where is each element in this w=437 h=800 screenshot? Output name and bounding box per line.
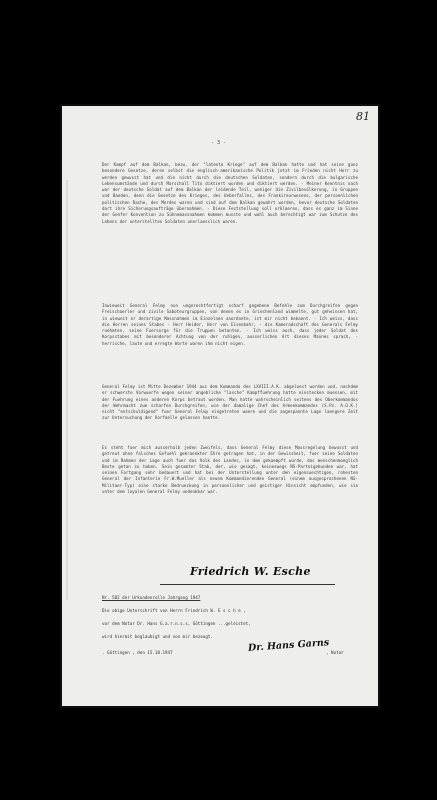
certification-line-1: Die obige Unterschrift von Herrn Friedrich W. E s c h e , [102,608,246,613]
paragraph-1: Der Kampf auf dem Balkan, bezw. der "latente Kriege" auf dem Balkan hatte und hat seine ganz besondere Gesetze, deren selbst die englisch-amerikanische Politik jetzt im Frieden nicht Herr zu werden gewusst hat und die nicht durch die deutschen Soldaten, sondern durch die bulgarische Lebensumstände und durch Marschall Tito diktiert wurden und diktiert werden. - Meiner Kenntnis nach war der deutsche Soldat auf dem Balkan der leidende Teil, weniger die Zivilbevölkerung, in Gruppen und Banden, denn die Gesetze des Krieges, des Ueberfalles, des Frankireurwesens, der persoenlichen politischen Rache, des Mordes waren und sind auf dem Balkan gewahrt worden, bevor deutsche Soldaten dort ihre Sicherungsaufträge übernahmen. - Diese Feststellung soll erklaeren, dass es ganz im Sinne der Genfer Konvention zu Sühnemassnahmen kommen musste und wohl auch berechtigt war zum Schutze des Lebens der unterstellten Soldaten unerlaesslich waren. [102,162,358,224]
place-date: . Göttingen , den 15.10.1947 [102,650,173,655]
certification-line-2: vor dem Notar Dr. Hans G.a.r.n.s.s, Göttingen ...geleistet, [102,621,251,626]
notary-label: , Notar [326,650,344,655]
certification-line-3: wird hiermit beglaubigt und von mir bezeugt. [102,634,213,639]
page-number: - 3 - [210,140,227,146]
folio-number: 81 [356,110,370,123]
signature-line [160,584,335,585]
scan-shadow [66,180,68,600]
paragraph-2: Inwieweit General Felmy nun ungerechtfertigt scharf gegebene Befehle zum Durchgreifen gegen Freischaerler und zivile Saboteurgruppen, von denen es in Griechenland wimmelte, gut geheissen hat, in wieweit er derartige Massnahmen im Einzelnen anordnete, ist mir nicht bekannt. - Ich weiss, dass die Herren seines Stabes - Herr Heider, Herr von Eisenbahr, - die Kameradschaft des Generals Felmy ruehmten, seine Fuersorge für die Truppen betonten. - Ich weiss auch, dass jeder Soldat des Korpsstabes mit besonderer Achtung von der ruhigen, ausserlichen Art dieses Mannes sprach, - herrische, laute und erregte Worte waren ihm nicht eigen. [102,303,358,346]
handwritten-signature: Friedrich W. Esche [190,565,311,578]
paragraph-3: General Felmy ist Mitte Dezember 1944 aus dem Kommando des LXVIII.A.K. abgeloest worden und, nachdem er schwerste Vorwuerfe wegen seiner angebliche "lasche" Kampffuehrung hatte einstecken muessen, mit der Fuehrung eines anderen Korps betraut worden. Man hatte wahrscheinlich seitens des Oberkommandos der Wehrmacht zum scharfen Durchgreifen, wie der damalige Chef des Armeekommandos (S.Pz. A.O.K.) nicht "entschuldigend" fuer General Felmy eingetreten waere und die angespannte Lage laengere Zeit zur Untersuchung der Vorfaelle gelassen haette. [102,384,358,421]
notary-signature: Dr. Hans Garns [247,637,330,654]
certification-number: Nr. 582 der Urkundenrolle Jahrgang 1947 [102,595,201,600]
paragraph-4: Es steht fuer mich ausserhalb jeden Zweifels, dass General Felmy diese Massregelung bewusst und getreut ohne falsches Gefuehl gekraenkter Ehre getragen hat, in der Gewissheit, fuer seine Soldaten und im Rahmen der Lage auch fuer das Volk des Landes, in dem gekaempft wurde, das menschenmoeglich Beste getan zu haben. Sein gesamter Stab, der, wie gesagt, keineswegs NS-Parteigebunden war, hat seinen Fortgang sehr bedauert und hat bei der Unterstellung unter den eigensuechtigen, rohesten General der Infanterie Fr.W.Mueller als neuem Kommandierenden General (einem ausgesprochenen NS-Militaer-Typ) eine starke Bedrueckung in persoenlicher und geistiger Hinsicht empfunden, wie sie unter dem loyalen General Felmy undenkbar war. [102,445,358,495]
